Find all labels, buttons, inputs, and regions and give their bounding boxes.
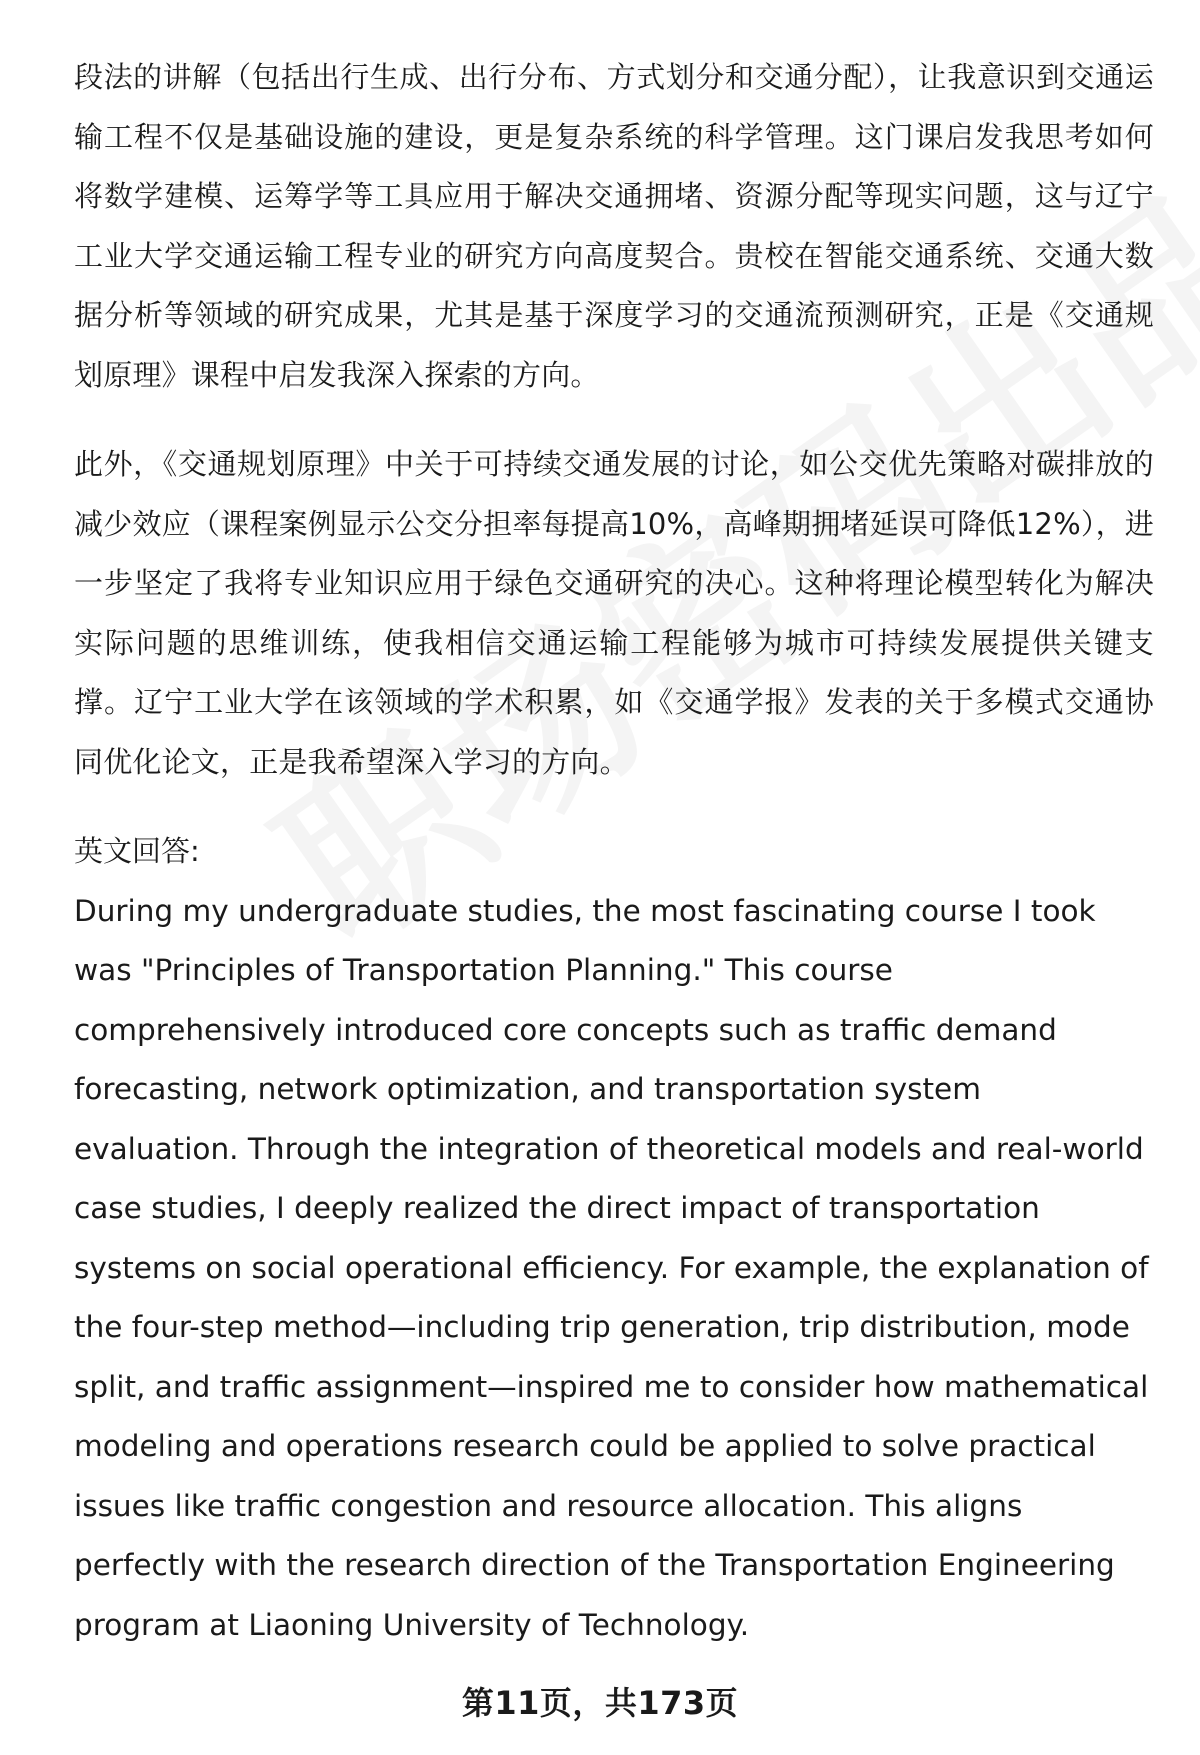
paragraph-en: During my undergraduate studies, the most fascinating course I took was "Principles of Transportation Planning." This course comprehensively introduced core concepts such as traffic demand forecasting, network optimization, and transportation system evaluation. Through the integration of theoretical models and real-world case studies, I deeply realized the direct impact of transportation systems on social operational efficiency. For example, the explanation of the four-step method—including trip generation, trip distribution, mode split, and traffic assignment—inspired me to consider how mathematical modeling and operations research could be applied to solve practical issues like traffic congestion and resource allocation. This aligns perfectly with the research direction of the Transportation Engineering program at Liaoning University of Technology.: [74, 893, 1149, 1642]
paragraph-cn-1: 段法的讲解（包括出行生成、出行分布、方式划分和交通分配），让我意识到交通运输工程不仅是基础设施的建设，更是复杂系统的科学管理。这门课启发我思考如何将数学建模、运筹学等工具应用于解决交通拥堵、资源分配等现实问题，这与辽宁工业大学交通运输工程专业的研究方向高度契合。贵校在智能交通系统、交通大数据分析等领域的研究成果，尤其是基于深度学习的交通流预测研究，正是《交通规划原理》课程中启发我深入探索的方向。: [74, 60, 1154, 392]
document-page: [74, 48, 1154, 1655]
paragraph-cn-2: 此外，《交通规划原理》中关于可持续交通发展的讨论，如公交优先策略对碳排放的减少效应（课程案例显示公交分担率每提高10%，高峰期拥堵延误可降低12%），进一步坚定了我将专业知识应用于绿色交通研究的决心。这种将理论模型转化为解决实际问题的思维训练，使我相信交通运输工程能够为城市可持续发展提供关键支撑。辽宁工业大学在该领域的学术积累，如《交通学报》发表的关于多模式交通协同优化论文，正是我希望深入学习的方向。: [74, 447, 1154, 779]
page-footer: 第11页，共173页: [461, 1684, 739, 1722]
english-answer-heading: 英文回答:: [74, 834, 200, 868]
